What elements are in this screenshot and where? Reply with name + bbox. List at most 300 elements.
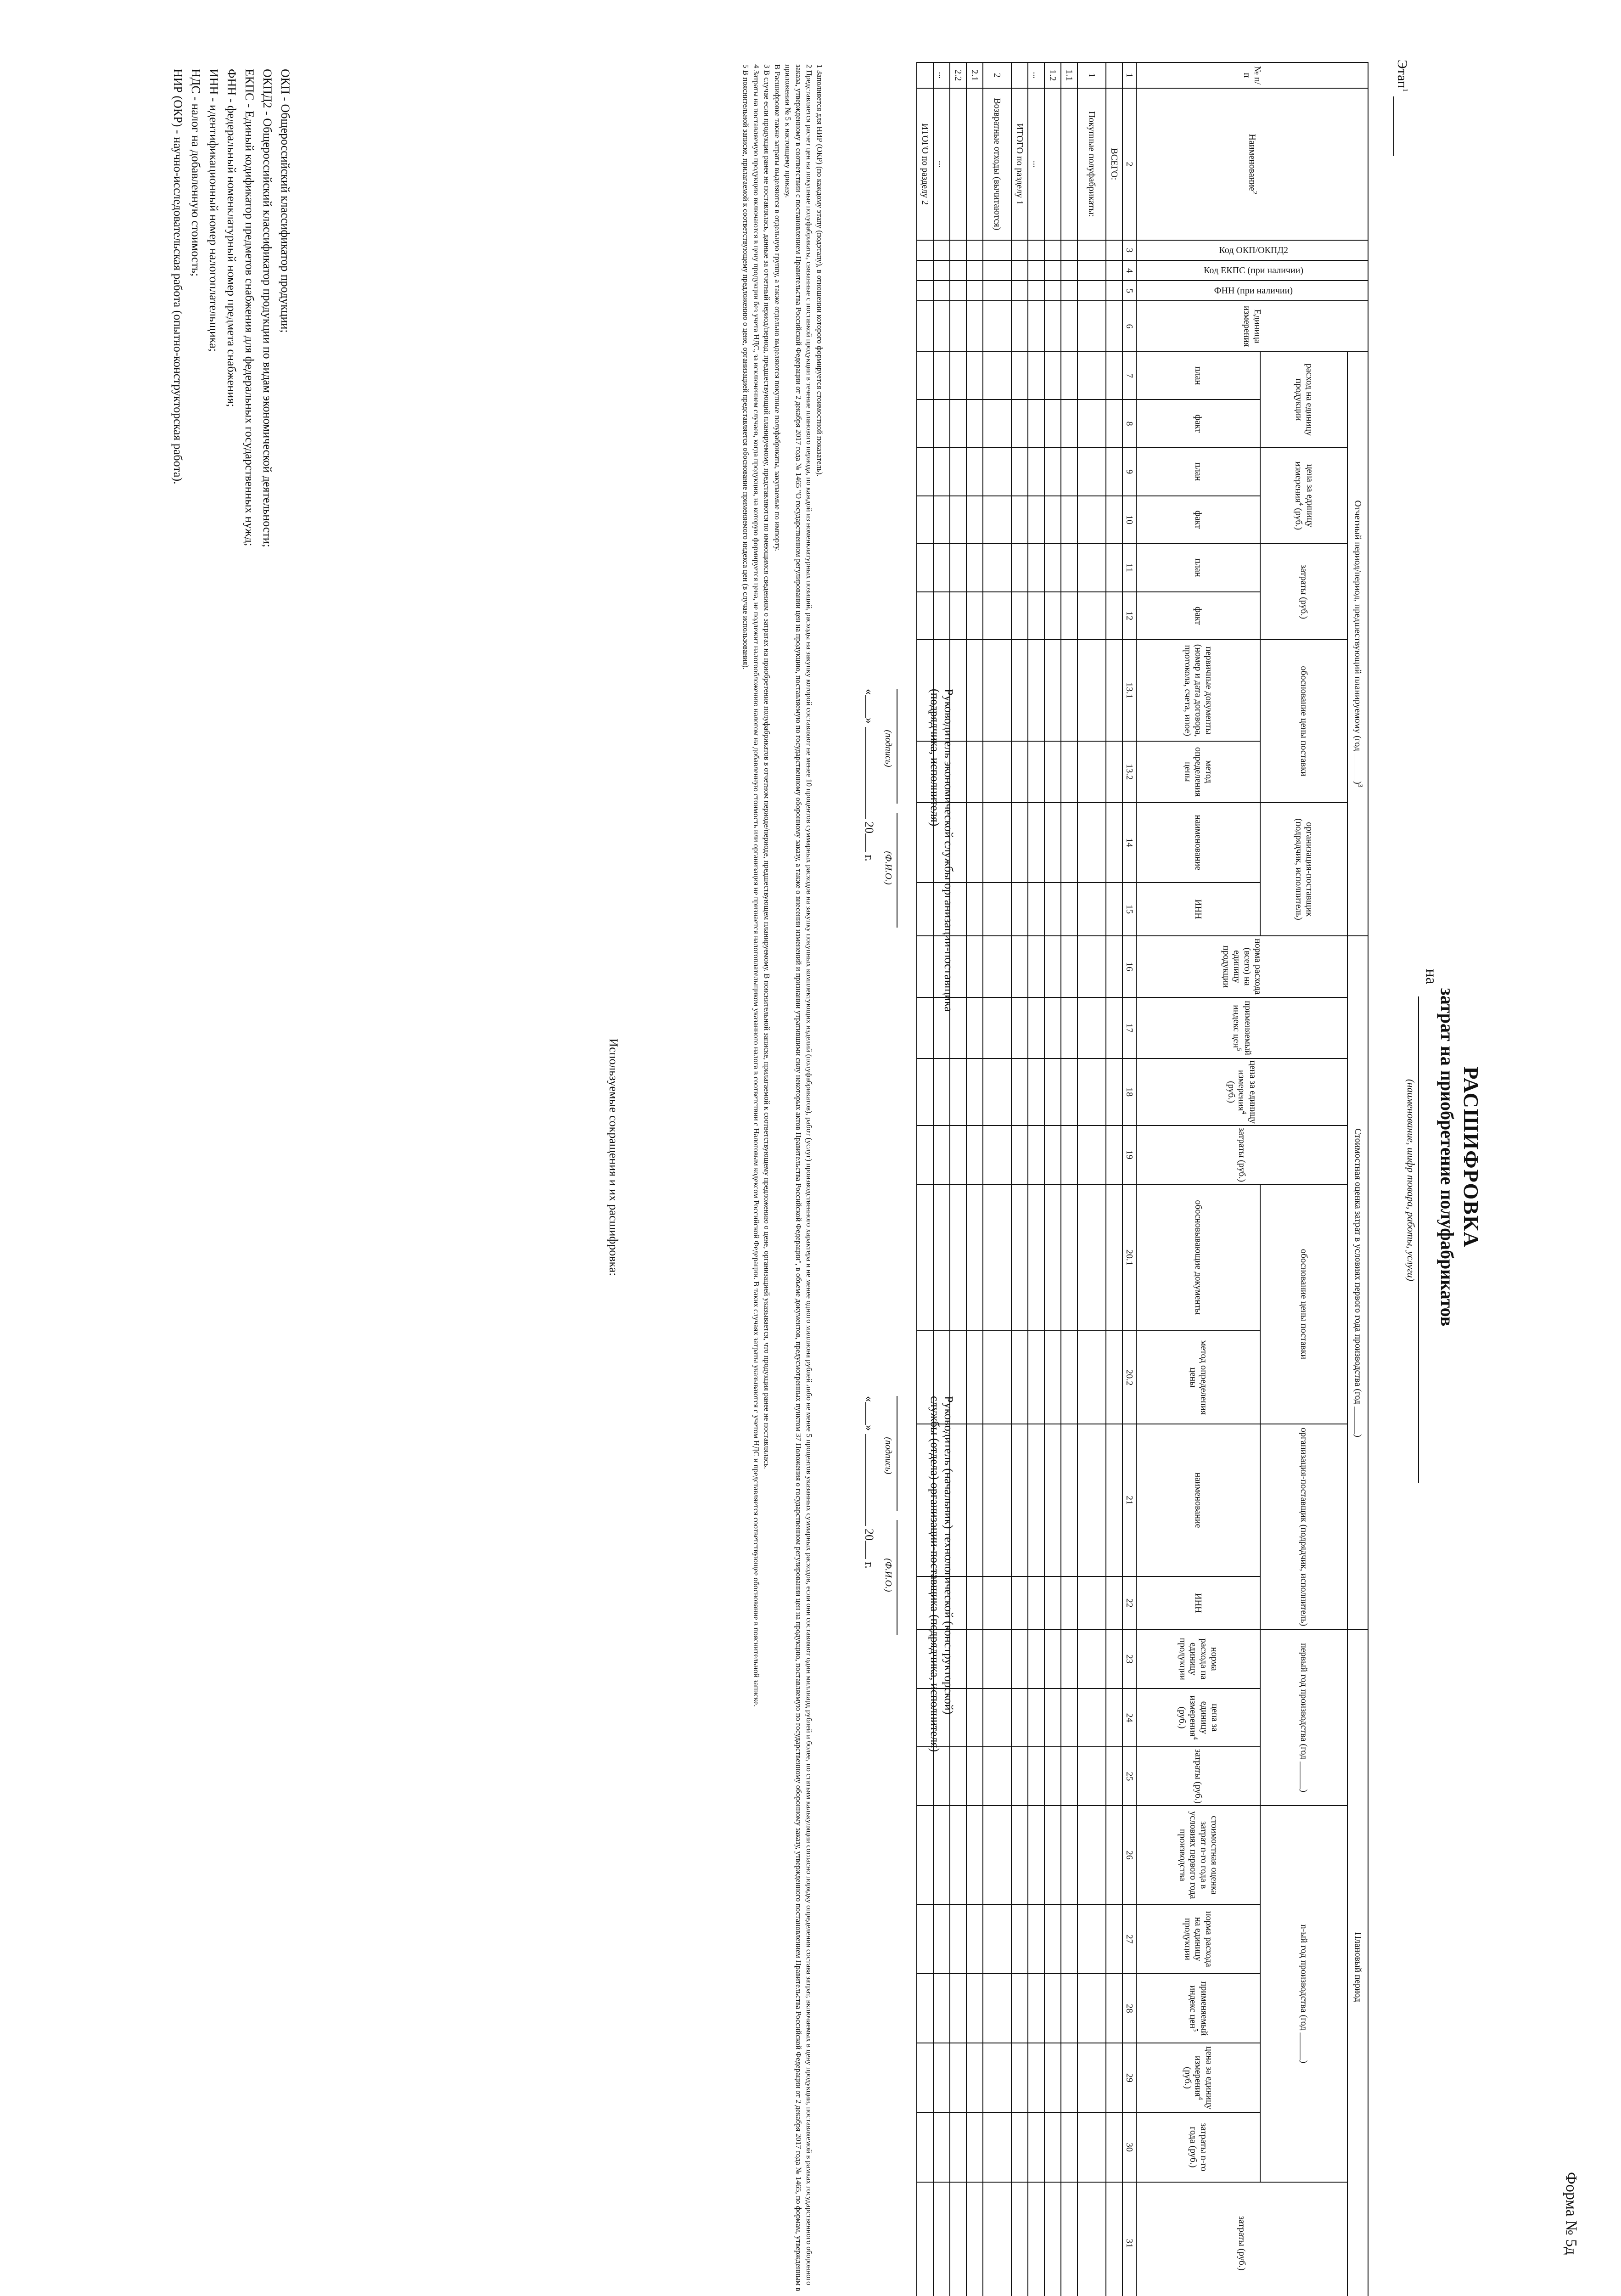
table-cell[interactable] (950, 448, 966, 496)
table-cell[interactable] (1028, 997, 1044, 1059)
row-label: Покупные полуфабрикаты: (1077, 88, 1106, 240)
table-cell[interactable] (933, 281, 950, 301)
table-cell[interactable] (1044, 400, 1061, 448)
table-cell[interactable] (917, 592, 933, 640)
table-cell[interactable] (1077, 260, 1106, 281)
table-cell[interactable] (1106, 400, 1122, 448)
table-cell[interactable] (1061, 400, 1077, 448)
abbr-item: ОКПД2 - Общероссийский классификатор продукции по видам экономической деятельности; (261, 69, 274, 547)
table-cell[interactable] (1028, 1576, 1044, 1630)
table-cell[interactable] (1061, 1576, 1077, 1630)
table-cell[interactable] (983, 1331, 1011, 1424)
table-cell[interactable] (1011, 640, 1028, 741)
table-cell[interactable] (966, 741, 983, 803)
table-cell[interactable] (1077, 240, 1106, 260)
table-cell[interactable] (1077, 1974, 1106, 2043)
table-cell[interactable] (966, 2043, 983, 2112)
table-cell[interactable] (1106, 1424, 1122, 1576)
table-cell[interactable] (1106, 301, 1122, 351)
table-cell[interactable] (1106, 2112, 1122, 2182)
table-cell[interactable] (983, 496, 1011, 544)
table-cell[interactable] (1061, 1331, 1077, 1424)
table-cell[interactable] (983, 400, 1011, 448)
table-cell[interactable] (1106, 883, 1122, 936)
table-cell[interactable] (1028, 936, 1044, 997)
table-cell[interactable] (966, 1904, 983, 1974)
table-row (1044, 62, 1061, 2296)
table-cell[interactable] (1028, 1688, 1044, 1747)
table-cell[interactable] (1044, 592, 1061, 640)
table-cell[interactable] (1044, 803, 1061, 883)
table-cell[interactable] (1077, 741, 1106, 803)
table-cell[interactable] (1106, 803, 1122, 883)
table-cell[interactable] (1106, 2182, 1122, 2296)
table-cell[interactable] (933, 448, 950, 496)
table-cell[interactable] (983, 448, 1011, 496)
table-cell[interactable] (983, 1125, 1011, 1184)
table-cell[interactable] (917, 400, 933, 448)
table-cell[interactable] (1028, 301, 1044, 351)
table-cell[interactable] (1028, 281, 1044, 301)
table-cell[interactable] (1077, 544, 1106, 592)
table-cell[interactable] (1077, 301, 1106, 351)
table-cell[interactable] (1011, 544, 1028, 592)
table-cell[interactable] (1011, 803, 1028, 883)
table-cell[interactable] (1011, 1747, 1028, 1806)
table-cell[interactable] (1028, 496, 1044, 544)
table-cell[interactable] (1061, 1974, 1077, 2043)
table-cell[interactable] (966, 400, 983, 448)
table-cell[interactable] (1011, 496, 1028, 544)
table-cell[interactable] (1028, 883, 1044, 936)
table-cell[interactable] (983, 2043, 1011, 2112)
table-cell[interactable] (1077, 1630, 1106, 1688)
table-cell[interactable] (1077, 1688, 1106, 1747)
table-cell[interactable] (950, 281, 966, 301)
table-cell[interactable] (1077, 400, 1106, 448)
table-cell[interactable] (1044, 260, 1061, 281)
table-cell[interactable] (983, 301, 1011, 351)
abbr-item: НИР (ОКР) - научно-исследовательская работа (опытно-конструкторская работа). (171, 69, 185, 484)
table-cell[interactable] (1044, 640, 1061, 741)
table-cell[interactable] (966, 240, 983, 260)
table-cell[interactable] (933, 352, 950, 400)
hdr-costs-rub: затраты (руб.) (1260, 544, 1347, 640)
hdr-n-pp: № п/п (1136, 62, 1368, 88)
table-cell[interactable] (983, 997, 1011, 1059)
table-cell[interactable] (1106, 592, 1122, 640)
table-cell[interactable] (1011, 1331, 1028, 1424)
table-cell[interactable] (1106, 1125, 1122, 1184)
table-cell[interactable] (966, 883, 983, 936)
table-cell[interactable] (966, 592, 983, 640)
table-cell[interactable] (933, 301, 950, 351)
table-cell[interactable] (1044, 352, 1061, 400)
table-cell[interactable] (1028, 1904, 1044, 1974)
table-cell[interactable] (1011, 1806, 1028, 1904)
table-cell[interactable] (1028, 352, 1044, 400)
table-cell[interactable] (983, 1974, 1011, 2043)
table-cell[interactable] (1106, 1331, 1122, 1424)
table-cell[interactable] (1011, 1630, 1028, 1688)
table-cell[interactable] (1106, 260, 1122, 281)
table-cell[interactable] (1044, 1630, 1061, 1688)
table-cell[interactable] (1044, 1125, 1061, 1184)
table-cell[interactable] (1061, 997, 1077, 1059)
table-cell[interactable] (966, 997, 983, 1059)
table-cell[interactable] (1061, 1806, 1077, 1904)
table-cell[interactable] (1011, 1904, 1028, 1974)
table-cell[interactable] (933, 240, 950, 260)
table-cell[interactable] (983, 1184, 1011, 1331)
table-cell[interactable] (1044, 2182, 1061, 2296)
table-cell[interactable] (1044, 281, 1061, 301)
table-cell[interactable] (1044, 883, 1061, 936)
table-cell[interactable] (1061, 2112, 1077, 2182)
table-cell[interactable] (1044, 1331, 1061, 1424)
table-cell[interactable] (933, 544, 950, 592)
table-cell[interactable] (950, 544, 966, 592)
table-cell[interactable] (1011, 1184, 1028, 1331)
table-cell[interactable] (1061, 1747, 1077, 1806)
table-cell[interactable] (1077, 997, 1106, 1059)
table-cell[interactable] (1077, 352, 1106, 400)
table-cell[interactable] (966, 1747, 983, 1806)
table-cell[interactable] (917, 544, 933, 592)
table-cell[interactable] (1061, 1904, 1077, 1974)
table-cell[interactable] (1077, 1904, 1106, 1974)
table-cell[interactable] (1011, 883, 1028, 936)
table-cell[interactable] (1044, 1747, 1061, 1806)
table-cell[interactable] (1077, 2043, 1106, 2112)
table-cell[interactable] (917, 496, 933, 544)
table-cell[interactable] (1061, 592, 1077, 640)
table-cell[interactable] (1106, 640, 1122, 741)
table-cell[interactable] (1106, 352, 1122, 400)
table-cell[interactable] (1011, 741, 1028, 803)
table-cell[interactable] (1061, 741, 1077, 803)
table-cell[interactable] (1028, 1331, 1044, 1424)
table-cell[interactable] (1011, 2043, 1028, 2112)
table-cell[interactable] (1106, 1688, 1122, 1747)
table-cell[interactable] (1106, 2043, 1122, 2112)
table-cell[interactable] (1061, 2043, 1077, 2112)
table-cell[interactable] (1028, 1974, 1044, 2043)
table-cell[interactable] (983, 936, 1011, 997)
table-cell[interactable] (1106, 1058, 1122, 1125)
table-cell[interactable] (1077, 281, 1106, 301)
table-cell[interactable] (966, 1125, 983, 1184)
hdr-costs-fact: факт (1136, 592, 1260, 640)
table-cell[interactable] (1061, 883, 1077, 936)
table-cell[interactable] (1061, 281, 1077, 301)
table-cell[interactable] (1106, 1576, 1122, 1630)
table-cell[interactable] (966, 936, 983, 997)
table-cell[interactable] (1044, 301, 1061, 351)
table-cell[interactable] (1077, 448, 1106, 496)
table-cell[interactable] (983, 352, 1011, 400)
table-cell[interactable] (1106, 1747, 1122, 1806)
column-number: 13.2 (1122, 741, 1136, 803)
table-cell[interactable] (966, 352, 983, 400)
table-cell[interactable] (983, 1424, 1011, 1576)
table-cell[interactable] (966, 1806, 983, 1904)
row-label: ИТОГО по разделу 2 (917, 88, 933, 240)
table-cell[interactable] (983, 1747, 1011, 1806)
table-cell[interactable] (950, 352, 966, 400)
table-cell[interactable] (966, 2112, 983, 2182)
table-cell[interactable] (933, 2182, 950, 2296)
table-cell[interactable] (950, 240, 966, 260)
table-cell[interactable] (917, 448, 933, 496)
table-cell[interactable] (950, 260, 966, 281)
table-cell[interactable] (966, 1688, 983, 1747)
table-cell[interactable] (1011, 1974, 1028, 2043)
table-cell[interactable] (1011, 592, 1028, 640)
table-cell[interactable] (1044, 1424, 1061, 1576)
table-cell[interactable] (1061, 544, 1077, 592)
table-cell[interactable] (966, 1184, 983, 1331)
footnote-5: 5 В пояснительной записке, прилагаемой к соответствующему предложению о цене, организацией представляется обоснование применяемого индекса цен (в случае использования). (741, 64, 751, 670)
table-cell[interactable] (1106, 1904, 1122, 1974)
table-cell[interactable] (966, 1630, 983, 1688)
table-cell[interactable] (1028, 544, 1044, 592)
hdr-first-price: цена за единицу измерения$^4$ (руб.) (1136, 1688, 1260, 1747)
table-cell[interactable] (1106, 1630, 1122, 1688)
table-cell[interactable] (966, 1576, 983, 1630)
table-cell[interactable] (1061, 1184, 1077, 1331)
table-cell[interactable] (1044, 448, 1061, 496)
table-cell[interactable] (1044, 1576, 1061, 1630)
table-cell[interactable] (1011, 2182, 1028, 2296)
table-cell[interactable] (1044, 2043, 1061, 2112)
table-cell[interactable] (950, 592, 966, 640)
table-cell[interactable] (983, 2112, 1011, 2182)
table-cell[interactable] (1028, 1747, 1044, 1806)
table-cell[interactable] (1028, 1125, 1044, 1184)
table-cell[interactable] (983, 1576, 1011, 1630)
table-cell[interactable] (1044, 1974, 1061, 2043)
table-cell[interactable] (1011, 997, 1028, 1059)
table-cell[interactable] (983, 640, 1011, 741)
table-cell[interactable] (983, 1904, 1011, 1974)
table-cell[interactable] (1077, 1747, 1106, 1806)
table-cell[interactable] (1106, 240, 1122, 260)
table-cell[interactable] (1106, 496, 1122, 544)
table-cell[interactable] (917, 260, 933, 281)
table-cell[interactable] (1011, 301, 1028, 351)
table-cell[interactable] (983, 1058, 1011, 1125)
table-cell[interactable] (1028, 1630, 1044, 1688)
column-number: 20.2 (1122, 1331, 1136, 1424)
table-cell[interactable] (1077, 2182, 1106, 2296)
table-cell[interactable] (1077, 1424, 1106, 1576)
table-cell[interactable] (983, 1806, 1011, 1904)
table-cell[interactable] (1028, 448, 1044, 496)
table-cell[interactable] (1044, 1688, 1061, 1747)
table-cell[interactable] (1106, 1974, 1122, 2043)
table-cell[interactable] (1044, 1058, 1061, 1125)
table-cell[interactable] (1077, 1806, 1106, 1904)
table-cell[interactable] (1028, 2112, 1044, 2182)
table-cell[interactable] (950, 400, 966, 448)
table-cell[interactable] (1061, 936, 1077, 997)
table-cell[interactable] (1028, 1806, 1044, 1904)
table-cell[interactable] (966, 1058, 983, 1125)
table-cell[interactable] (1028, 640, 1044, 741)
table-cell[interactable] (933, 400, 950, 448)
table-cell[interactable] (983, 1688, 1011, 1747)
table-cell[interactable] (1011, 240, 1028, 260)
table-cell[interactable] (950, 496, 966, 544)
table-cell[interactable] (966, 1424, 983, 1576)
table-cell[interactable] (966, 448, 983, 496)
table-cell[interactable] (1106, 448, 1122, 496)
table-cell[interactable] (1077, 936, 1106, 997)
table-cell[interactable] (1044, 936, 1061, 997)
column-number: 24 (1122, 1688, 1136, 1747)
table-cell[interactable] (983, 883, 1011, 936)
table-cell[interactable] (1061, 640, 1077, 741)
table-cell[interactable] (966, 2182, 983, 2296)
abbr-item: ОКП - Общероссийский классификатор продукции; (279, 69, 292, 333)
table-cell[interactable] (1077, 1331, 1106, 1424)
table-cell[interactable] (1106, 1184, 1122, 1331)
table-cell[interactable] (1077, 2112, 1106, 2182)
table-cell[interactable] (933, 496, 950, 544)
table-cell[interactable] (1061, 1688, 1077, 1747)
table-cell[interactable] (1061, 260, 1077, 281)
table-cell[interactable] (1028, 741, 1044, 803)
table-cell[interactable] (1028, 592, 1044, 640)
table-cell[interactable] (1028, 803, 1044, 883)
table-cell[interactable] (966, 260, 983, 281)
table-cell[interactable] (1044, 2112, 1061, 2182)
table-cell[interactable] (983, 281, 1011, 301)
table-cell[interactable] (1028, 240, 1044, 260)
table-cell[interactable] (1011, 352, 1028, 400)
table-cell[interactable] (1077, 640, 1106, 741)
table-cell[interactable] (1061, 352, 1077, 400)
table-cell[interactable] (1028, 1058, 1044, 1125)
table-cell[interactable] (1011, 400, 1028, 448)
table-cell[interactable] (983, 544, 1011, 592)
table-cell[interactable] (1061, 1125, 1077, 1184)
table-cell[interactable] (1011, 260, 1028, 281)
table-cell[interactable] (1061, 1630, 1077, 1688)
table-cell[interactable] (917, 301, 933, 351)
table-cell[interactable] (1061, 496, 1077, 544)
table-cell[interactable] (966, 496, 983, 544)
table-cell[interactable] (1044, 496, 1061, 544)
table-cell[interactable] (1077, 1125, 1106, 1184)
table-cell[interactable] (1077, 1576, 1106, 1630)
table-cell[interactable] (983, 803, 1011, 883)
table-cell[interactable] (966, 640, 983, 741)
table-cell[interactable] (983, 1630, 1011, 1688)
table-cell[interactable] (1061, 1058, 1077, 1125)
table-cell[interactable] (917, 240, 933, 260)
table-cell[interactable] (966, 803, 983, 883)
table-cell[interactable] (1061, 448, 1077, 496)
table-cell[interactable] (983, 240, 1011, 260)
table-cell[interactable] (1011, 936, 1028, 997)
table-cell[interactable] (1011, 281, 1028, 301)
table-cell[interactable] (1011, 1125, 1028, 1184)
table-cell[interactable] (1106, 544, 1122, 592)
table-cell[interactable] (1106, 997, 1122, 1059)
table-cell[interactable] (1028, 1424, 1044, 1576)
table-cell[interactable] (933, 592, 950, 640)
table-cell[interactable] (966, 301, 983, 351)
table-cell[interactable] (1061, 803, 1077, 883)
table-cell[interactable] (966, 281, 983, 301)
table-cell[interactable] (1044, 1904, 1061, 1974)
table-cell[interactable] (1011, 448, 1028, 496)
table-cell[interactable] (917, 281, 933, 301)
table-cell[interactable] (1061, 240, 1077, 260)
table-cell[interactable] (1106, 741, 1122, 803)
table-cell[interactable] (1011, 1576, 1028, 1630)
table-cell[interactable] (1044, 1184, 1061, 1331)
table-cell[interactable] (966, 1974, 983, 2043)
table-cell[interactable] (1028, 2182, 1044, 2296)
table-cell[interactable] (1044, 240, 1061, 260)
table-cell[interactable] (1011, 1424, 1028, 1576)
table-cell[interactable] (1011, 1058, 1028, 1125)
table-cell[interactable] (1028, 2043, 1044, 2112)
table-cell[interactable] (1106, 936, 1122, 997)
table-cell[interactable] (1028, 1184, 1044, 1331)
table-cell[interactable] (983, 592, 1011, 640)
table-cell[interactable] (1061, 2182, 1077, 2296)
table-cell[interactable] (983, 741, 1011, 803)
table-cell[interactable] (1044, 544, 1061, 592)
table-cell[interactable] (1011, 1688, 1028, 1747)
table-cell[interactable] (1044, 741, 1061, 803)
table-cell[interactable] (1061, 301, 1077, 351)
table-cell[interactable] (917, 2182, 933, 2296)
table-cell[interactable] (1077, 1184, 1106, 1331)
table-cell[interactable] (950, 301, 966, 351)
hdr-first-norm: норма расхода на единицу продукции (1136, 1630, 1260, 1688)
table-cell[interactable] (966, 544, 983, 592)
table-cell[interactable] (950, 2182, 966, 2296)
table-cell[interactable] (1077, 1058, 1106, 1125)
table-cell[interactable] (1011, 2112, 1028, 2182)
table-cell[interactable] (1044, 997, 1061, 1059)
row-number: 1.1 (1061, 62, 1077, 88)
table-cell[interactable] (1106, 281, 1122, 301)
table-cell[interactable] (1077, 803, 1106, 883)
table-cell[interactable] (1077, 496, 1106, 544)
column-number: 19 (1122, 1125, 1136, 1184)
table-cell[interactable] (1044, 1806, 1061, 1904)
table-cell[interactable] (1106, 1806, 1122, 1904)
table-cell[interactable] (966, 1331, 983, 1424)
column-number: 6 (1122, 301, 1136, 351)
table-cell[interactable] (917, 352, 933, 400)
table-cell[interactable] (1077, 883, 1106, 936)
table-cell[interactable] (1077, 592, 1106, 640)
table-cell[interactable] (1028, 400, 1044, 448)
abbr-item: ЕКПС - Единый кодификатор предметов снабжения для федеральных государственных нужд; (243, 69, 256, 546)
table-cell[interactable] (1061, 1424, 1077, 1576)
table-cell[interactable] (1028, 260, 1044, 281)
table-cell[interactable] (933, 260, 950, 281)
table-cell[interactable] (983, 260, 1011, 281)
table-cell[interactable] (983, 2182, 1011, 2296)
